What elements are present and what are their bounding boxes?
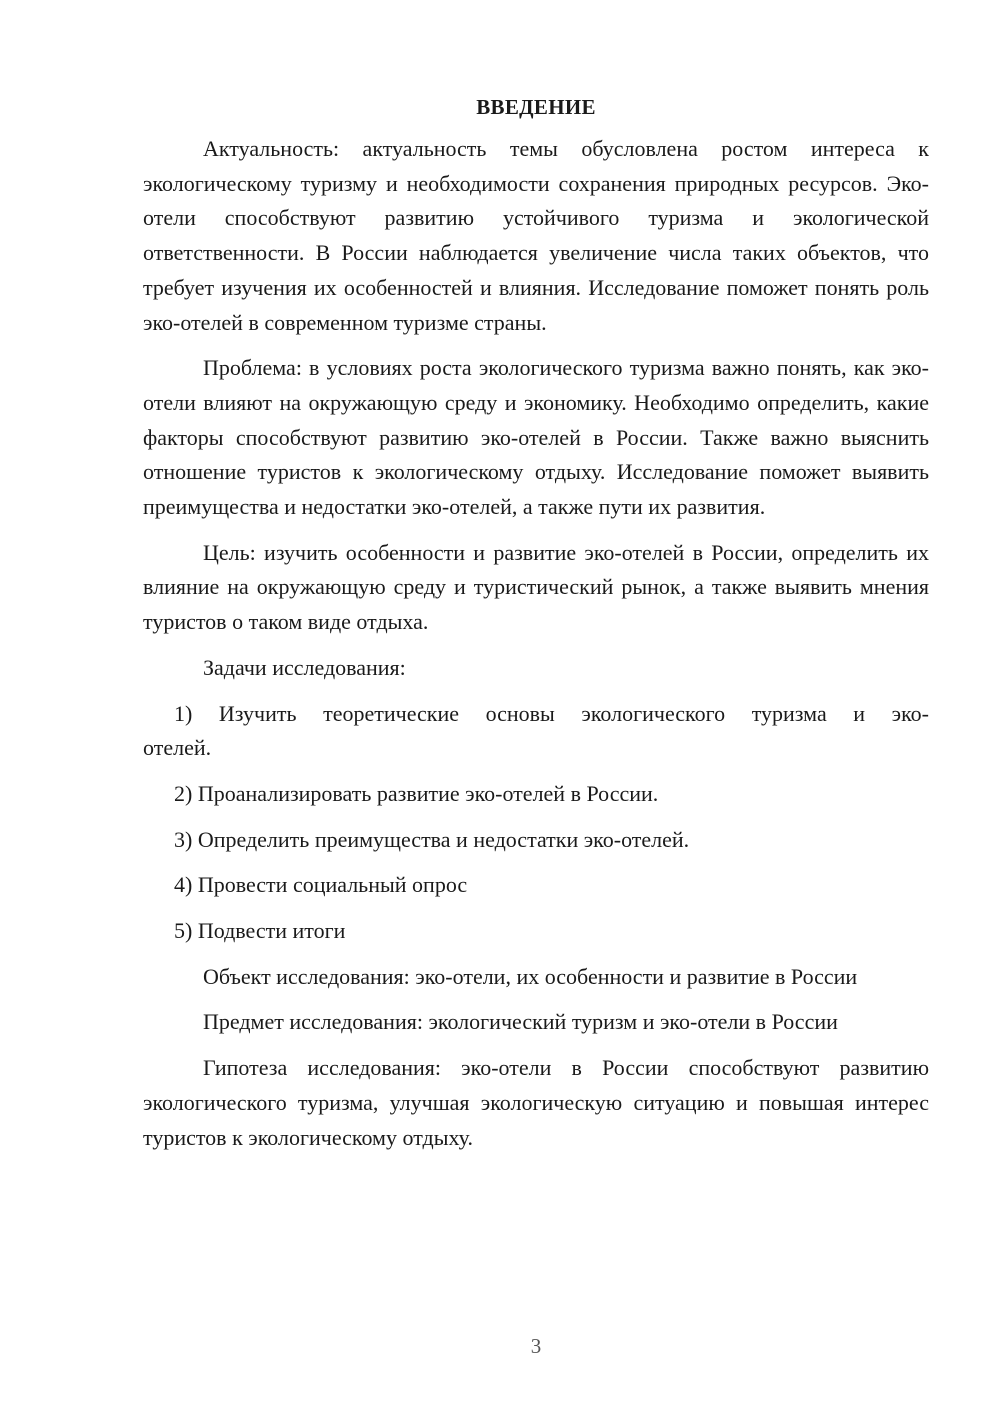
problem-paragraph: Проблема: в условиях роста экологического туризма важно понять, как эко-отели влияют на окружающую среду и экономику. Необходимо определить, какие факторы способствуют развитию эко-отелей в России. Также важно выяснить отношение туристов к экологическому отдыху. Исследование поможет выявить преимущества и недостатки эко-отелей, а также пути их развития. [143,355,929,520]
hypothesis-paragraph: Гипотеза исследования: эко-отели в России способствуют развитию экологического туризма, улучшая экологическую ситуацию и повышая интерес туристов к экологическому отдыху. [143,1055,929,1150]
page-number: 3 [530,1334,542,1358]
goal-paragraph: Цель: изучить особенности и развитие эко-отелей в России, определить их влияние на окружающую среду и туристический рынок, а также выявить мнения туристов о таком виде отдыха. [143,539,929,635]
task-item-4: 4) Провести социальный опрос [174,872,468,898]
task-item-2: 2) Проанализировать развитие эко-отелей в России. [174,780,659,806]
page-title: ВВЕДЕНИЕ [476,95,596,119]
object-paragraph: Объект исследования: эко-отели, их особенности и развитие в России [203,963,858,989]
tasks-heading: Задачи исследования: [203,654,406,680]
subject-paragraph: Предмет исследования: экологический туризм и эко-отели в России [203,1009,838,1035]
task-item-1: 1) Изучить теоретические основы экологического туризма и эко-отелей. [143,700,929,761]
relevance-paragraph: Актуальность: актуальность темы обусловлена ростом интереса к экологическому туризму и необходимости сохранения природных ресурсов. Эко-отели способствуют развитию устойчивого туризма и экологической ответственности. В России наблюдается увеличение числа таких объектов, что требует изучения их особенностей и влияния. Исследование поможет понять роль эко-отелей в современном туризме страны. [143,136,929,335]
document-page [143,95,929,1166]
task-item-5: 5) Подвести итоги [174,918,346,944]
task-item-3: 3) Определить преимущества и недостатки эко-отелей. [174,826,690,852]
